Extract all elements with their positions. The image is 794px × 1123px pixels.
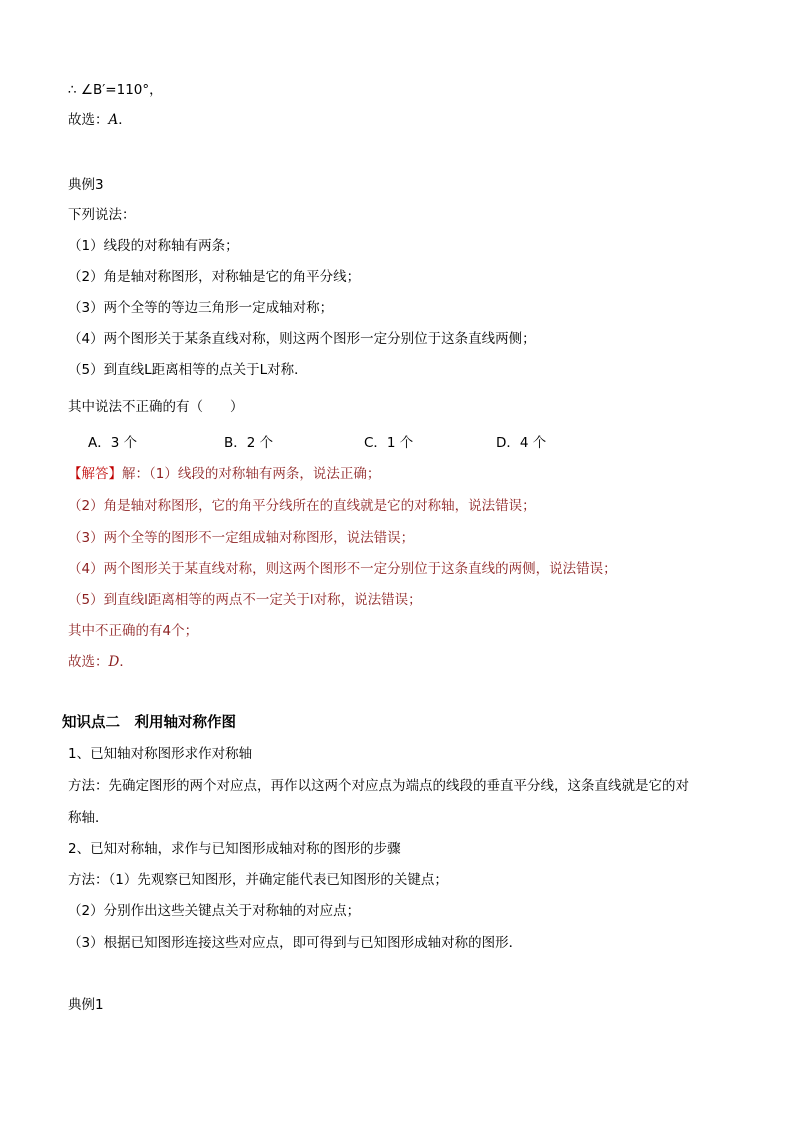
option-d: D．4 个: [496, 435, 547, 451]
item2-title: 2、已知对称轴，求作与已知图形成轴对称的图形的步骤: [68, 841, 401, 857]
example3-label: 典例3: [68, 177, 104, 193]
conclusion-text: ∴ ∠B′=110°，: [68, 82, 163, 98]
answer-letter: A: [108, 112, 119, 128]
solution-line-5: （5）到直线l距离相等的两点不一定关于l对称，说法错误；: [68, 592, 422, 608]
item1-title: 1、已知轴对称图形求作对称轴: [68, 746, 253, 762]
statement-4: （4）两个图形关于某条直线对称，则这两个图形一定分别位于这条直线两侧；: [68, 331, 536, 347]
solution-answer-prefix: 故选：: [68, 654, 109, 670]
option-a: A．3 个: [88, 435, 138, 451]
item1-method-b: 称轴．: [68, 810, 109, 826]
question-text: 其中说法不正确的有（ ）: [68, 399, 244, 415]
option-b: B．2 个: [224, 435, 274, 451]
item2-step-1: 方法：（1）先观察已知图形，并确定能代表已知图形的关键点；: [68, 872, 448, 888]
solution-text-1: 解：（1）线段的对称轴有两条，说法正确；: [122, 466, 381, 482]
example1-label: 典例1: [68, 997, 104, 1013]
solution-line-2: （2）角是轴对称图形，它的角平分线所在的直线就是它的对称轴，说法错误；: [68, 498, 536, 514]
conclusion-line: [68, 80, 163, 100]
section-title: 知识点二 利用轴对称作图: [62, 715, 236, 731]
top-answer-line: [68, 110, 132, 130]
solution-tag: 【解答】: [68, 466, 122, 482]
answer-suffix: ．: [118, 112, 132, 128]
solution-answer-line: [68, 652, 133, 672]
item2-step-3: （3）根据已知图形连接这些对应点，即可得到与已知图形成轴对称的图形．: [68, 935, 523, 951]
statement-5: （5）到直线L距离相等的点关于L对称．: [68, 362, 308, 378]
solution-answer-suffix: ．: [119, 654, 133, 670]
item1-method-a: 方法：先确定图形的两个对应点，再作以这两个对应点为端点的线段的垂直平分线，这条直线就是它的对: [68, 778, 689, 794]
example3-intro: 下列说法：: [68, 207, 136, 223]
item2-step-2: （2）分别作出这些关键点关于对称轴的对应点；: [68, 903, 361, 919]
statement-1: （1）线段的对称轴有两条；: [68, 238, 239, 254]
statement-3: （3）两个全等的等边三角形一定成轴对称；: [68, 300, 334, 316]
answer-prefix: 故选：: [68, 112, 109, 128]
option-c: C．1 个: [364, 435, 414, 451]
statement-2: （2）角是轴对称图形，对称轴是它的角平分线；: [68, 269, 361, 285]
solution-line-3: （3）两个全等的图形不一定组成轴对称图形，说法错误；: [68, 530, 415, 546]
solution-answer-letter: D: [108, 654, 120, 670]
solution-line-1: [68, 464, 380, 484]
solution-line-6: 其中不正确的有4个；: [68, 623, 199, 639]
solution-line-4: （4）两个图形关于某直线对称，则这两个图形不一定分别位于这条直线的两侧，说法错误；: [68, 561, 617, 577]
